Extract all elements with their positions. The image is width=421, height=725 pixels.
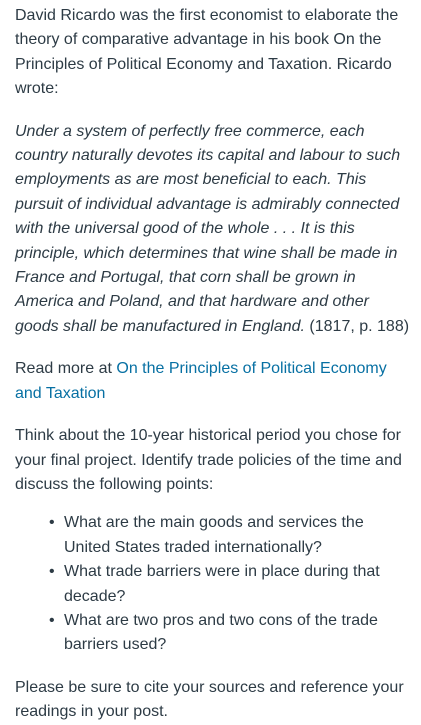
bullet-icon: • xyxy=(49,611,55,629)
list-item xyxy=(15,609,411,658)
list-item-text: What trade barriers were in place during that decade? xyxy=(64,563,380,605)
discussion-content xyxy=(15,4,411,721)
bullet-icon: • xyxy=(49,563,55,581)
list-item-text: What are the main goods and services the United States traded internationally? xyxy=(64,514,364,556)
quote-text: Under a system of perfectly free commerce, each country naturally devotes its capital and labour to such employments as are most beneficial to each. This pursuit of individual advantage is admirably connected with the universal good of the whole . . . It is this principle, which determines that wine shall be made in France and Portugal, that corn shall be grown in America and Poland, and that hardware and other goods shall be manufactured in England. xyxy=(15,122,401,335)
quote-citation: (1817, p. 188) xyxy=(304,317,410,335)
ricardo-quote xyxy=(15,120,411,340)
list-item-text: What are two pros and two cons of the trade barriers used? xyxy=(64,611,378,654)
read-more-prefix: Read more at xyxy=(15,360,117,378)
list-item xyxy=(15,560,411,609)
read-more-paragraph xyxy=(15,357,411,406)
discussion-points-list xyxy=(15,511,411,657)
cutoff-paragraph: Please be sure to cite your sources and reference your readings in your post. xyxy=(15,678,404,721)
bullet-icon: • xyxy=(49,514,55,532)
prompt-paragraph: Think about the 10-year historical period you chose for your final project. Identify trade policies of the time and discuss the following points: xyxy=(15,427,402,493)
principles-book-link[interactable]: On the Principles of Political Economy and Taxation xyxy=(15,360,387,402)
list-item xyxy=(15,511,411,560)
intro-paragraph: David Ricardo was the first economist to elaborate the theory of comparative advantage in his book On the Principles of Political Economy and Taxation. Ricardo wrote: xyxy=(15,7,399,98)
